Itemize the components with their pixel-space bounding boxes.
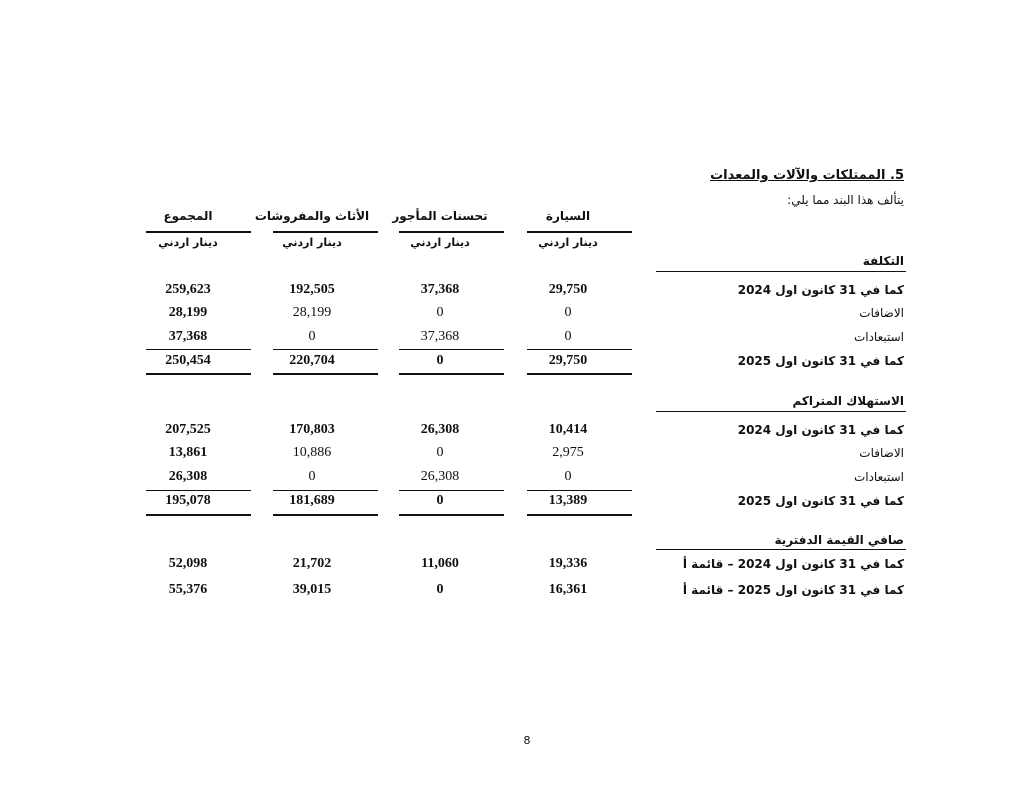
total-rule <box>273 514 378 516</box>
cell-value: 26,308 <box>420 422 460 437</box>
row-label: كما في 31 كانون اول 2025 <box>737 354 904 368</box>
cell-value: 195,078 <box>165 493 211 508</box>
column-header-leasehold: تحسنات المأجور <box>392 209 488 223</box>
row-label: الاضافات <box>859 446 904 460</box>
cell-value: 10,414 <box>548 422 588 437</box>
subtotal-rule <box>273 490 378 491</box>
cell-value: 21,702 <box>292 556 332 571</box>
page-number: 8 <box>523 734 531 747</box>
header-rule-furniture <box>273 231 378 233</box>
cell-value: 13,861 <box>168 445 208 460</box>
cell-value: 39,015 <box>292 582 332 597</box>
row-label: الاضافات <box>859 306 904 320</box>
note-intro: يتألف هذا البند مما يلي: <box>787 193 904 207</box>
column-header-total: المجموع <box>163 209 213 223</box>
subtotal-rule <box>273 349 378 350</box>
total-rule <box>399 373 504 375</box>
cell-value: 37,368 <box>420 329 460 344</box>
cell-value: 19,336 <box>548 556 588 571</box>
cell-value: 0 <box>436 445 444 460</box>
cell-value: 207,525 <box>165 422 211 437</box>
cell-value: 26,308 <box>168 469 208 484</box>
section-rule-net-book-value <box>656 549 906 550</box>
row-label: كما في 31 كانون اول 2024 <box>737 423 904 437</box>
cell-value: 250,454 <box>165 353 211 368</box>
cell-value: 0 <box>308 469 316 484</box>
row-label: استبعادات <box>853 330 904 344</box>
cell-value: 0 <box>436 582 444 597</box>
cell-value: 0 <box>436 493 444 508</box>
column-unit-furniture: دينار اردني <box>282 236 342 249</box>
total-rule <box>527 373 632 375</box>
column-header-car: السيارة <box>545 209 591 223</box>
total-rule <box>399 514 504 516</box>
cell-value: 16,361 <box>548 582 588 597</box>
cell-value: 29,750 <box>548 282 588 297</box>
header-rule-car <box>527 231 632 233</box>
cell-value: 0 <box>564 305 572 320</box>
cell-value: 0 <box>564 329 572 344</box>
column-header-furniture: الأثاث والمفروشات <box>254 209 370 223</box>
subtotal-rule <box>527 490 632 491</box>
section-rule-depreciation <box>656 411 906 412</box>
cell-value: 29,750 <box>548 353 588 368</box>
column-unit-leasehold: دينار اردني <box>410 236 470 249</box>
section-title-net-book-value: صافي القيمة الدفترية <box>774 533 904 547</box>
cell-value: 37,368 <box>420 282 460 297</box>
cell-value: 37,368 <box>168 329 208 344</box>
subtotal-rule <box>399 349 504 350</box>
cell-value: 28,199 <box>168 305 208 320</box>
cell-value: 11,060 <box>421 556 459 571</box>
row-label: كما في 31 كانون اول 2024 <box>737 283 904 297</box>
note-title: 5. الممتلكات والآلات والمعدات <box>710 168 904 183</box>
cell-value: 52,098 <box>168 556 208 571</box>
column-unit-car: دينار اردني <box>538 236 598 249</box>
row-label: كما في 31 كانون اول 2025 – قائمة أ <box>682 583 904 597</box>
cell-value: 181,689 <box>289 493 335 508</box>
cell-value: 10,886 <box>292 445 332 460</box>
total-rule <box>146 373 251 375</box>
cell-value: 259,623 <box>165 282 211 297</box>
cell-value: 0 <box>564 469 572 484</box>
subtotal-rule <box>399 490 504 491</box>
subtotal-rule <box>146 349 251 350</box>
total-rule <box>273 373 378 375</box>
row-label: استبعادات <box>853 470 904 484</box>
cell-value: 0 <box>308 329 316 344</box>
section-title-cost: التكلفة <box>862 254 904 268</box>
cell-value: 26,308 <box>420 469 460 484</box>
section-rule-cost <box>656 271 906 272</box>
cell-value: 13,389 <box>548 493 588 508</box>
cell-value: 28,199 <box>292 305 332 320</box>
total-rule <box>146 514 251 516</box>
row-label: كما في 31 كانون اول 2025 <box>737 494 904 508</box>
cell-value: 170,803 <box>289 422 335 437</box>
cell-value: 220,704 <box>289 353 335 368</box>
cell-value: 2,975 <box>552 445 584 460</box>
cell-value: 192,505 <box>289 282 335 297</box>
section-title-depreciation: الاستهلاك المتراكم <box>792 394 904 408</box>
subtotal-rule <box>527 349 632 350</box>
header-rule-leasehold <box>399 231 504 233</box>
total-rule <box>527 514 632 516</box>
subtotal-rule <box>146 490 251 491</box>
cell-value: 0 <box>436 353 444 368</box>
column-unit-total: دينار اردني <box>158 236 218 249</box>
cell-value: 0 <box>436 305 444 320</box>
row-label: كما في 31 كانون اول 2024 – قائمة أ <box>682 557 904 571</box>
header-rule-total <box>146 231 251 233</box>
cell-value: 55,376 <box>168 582 208 597</box>
